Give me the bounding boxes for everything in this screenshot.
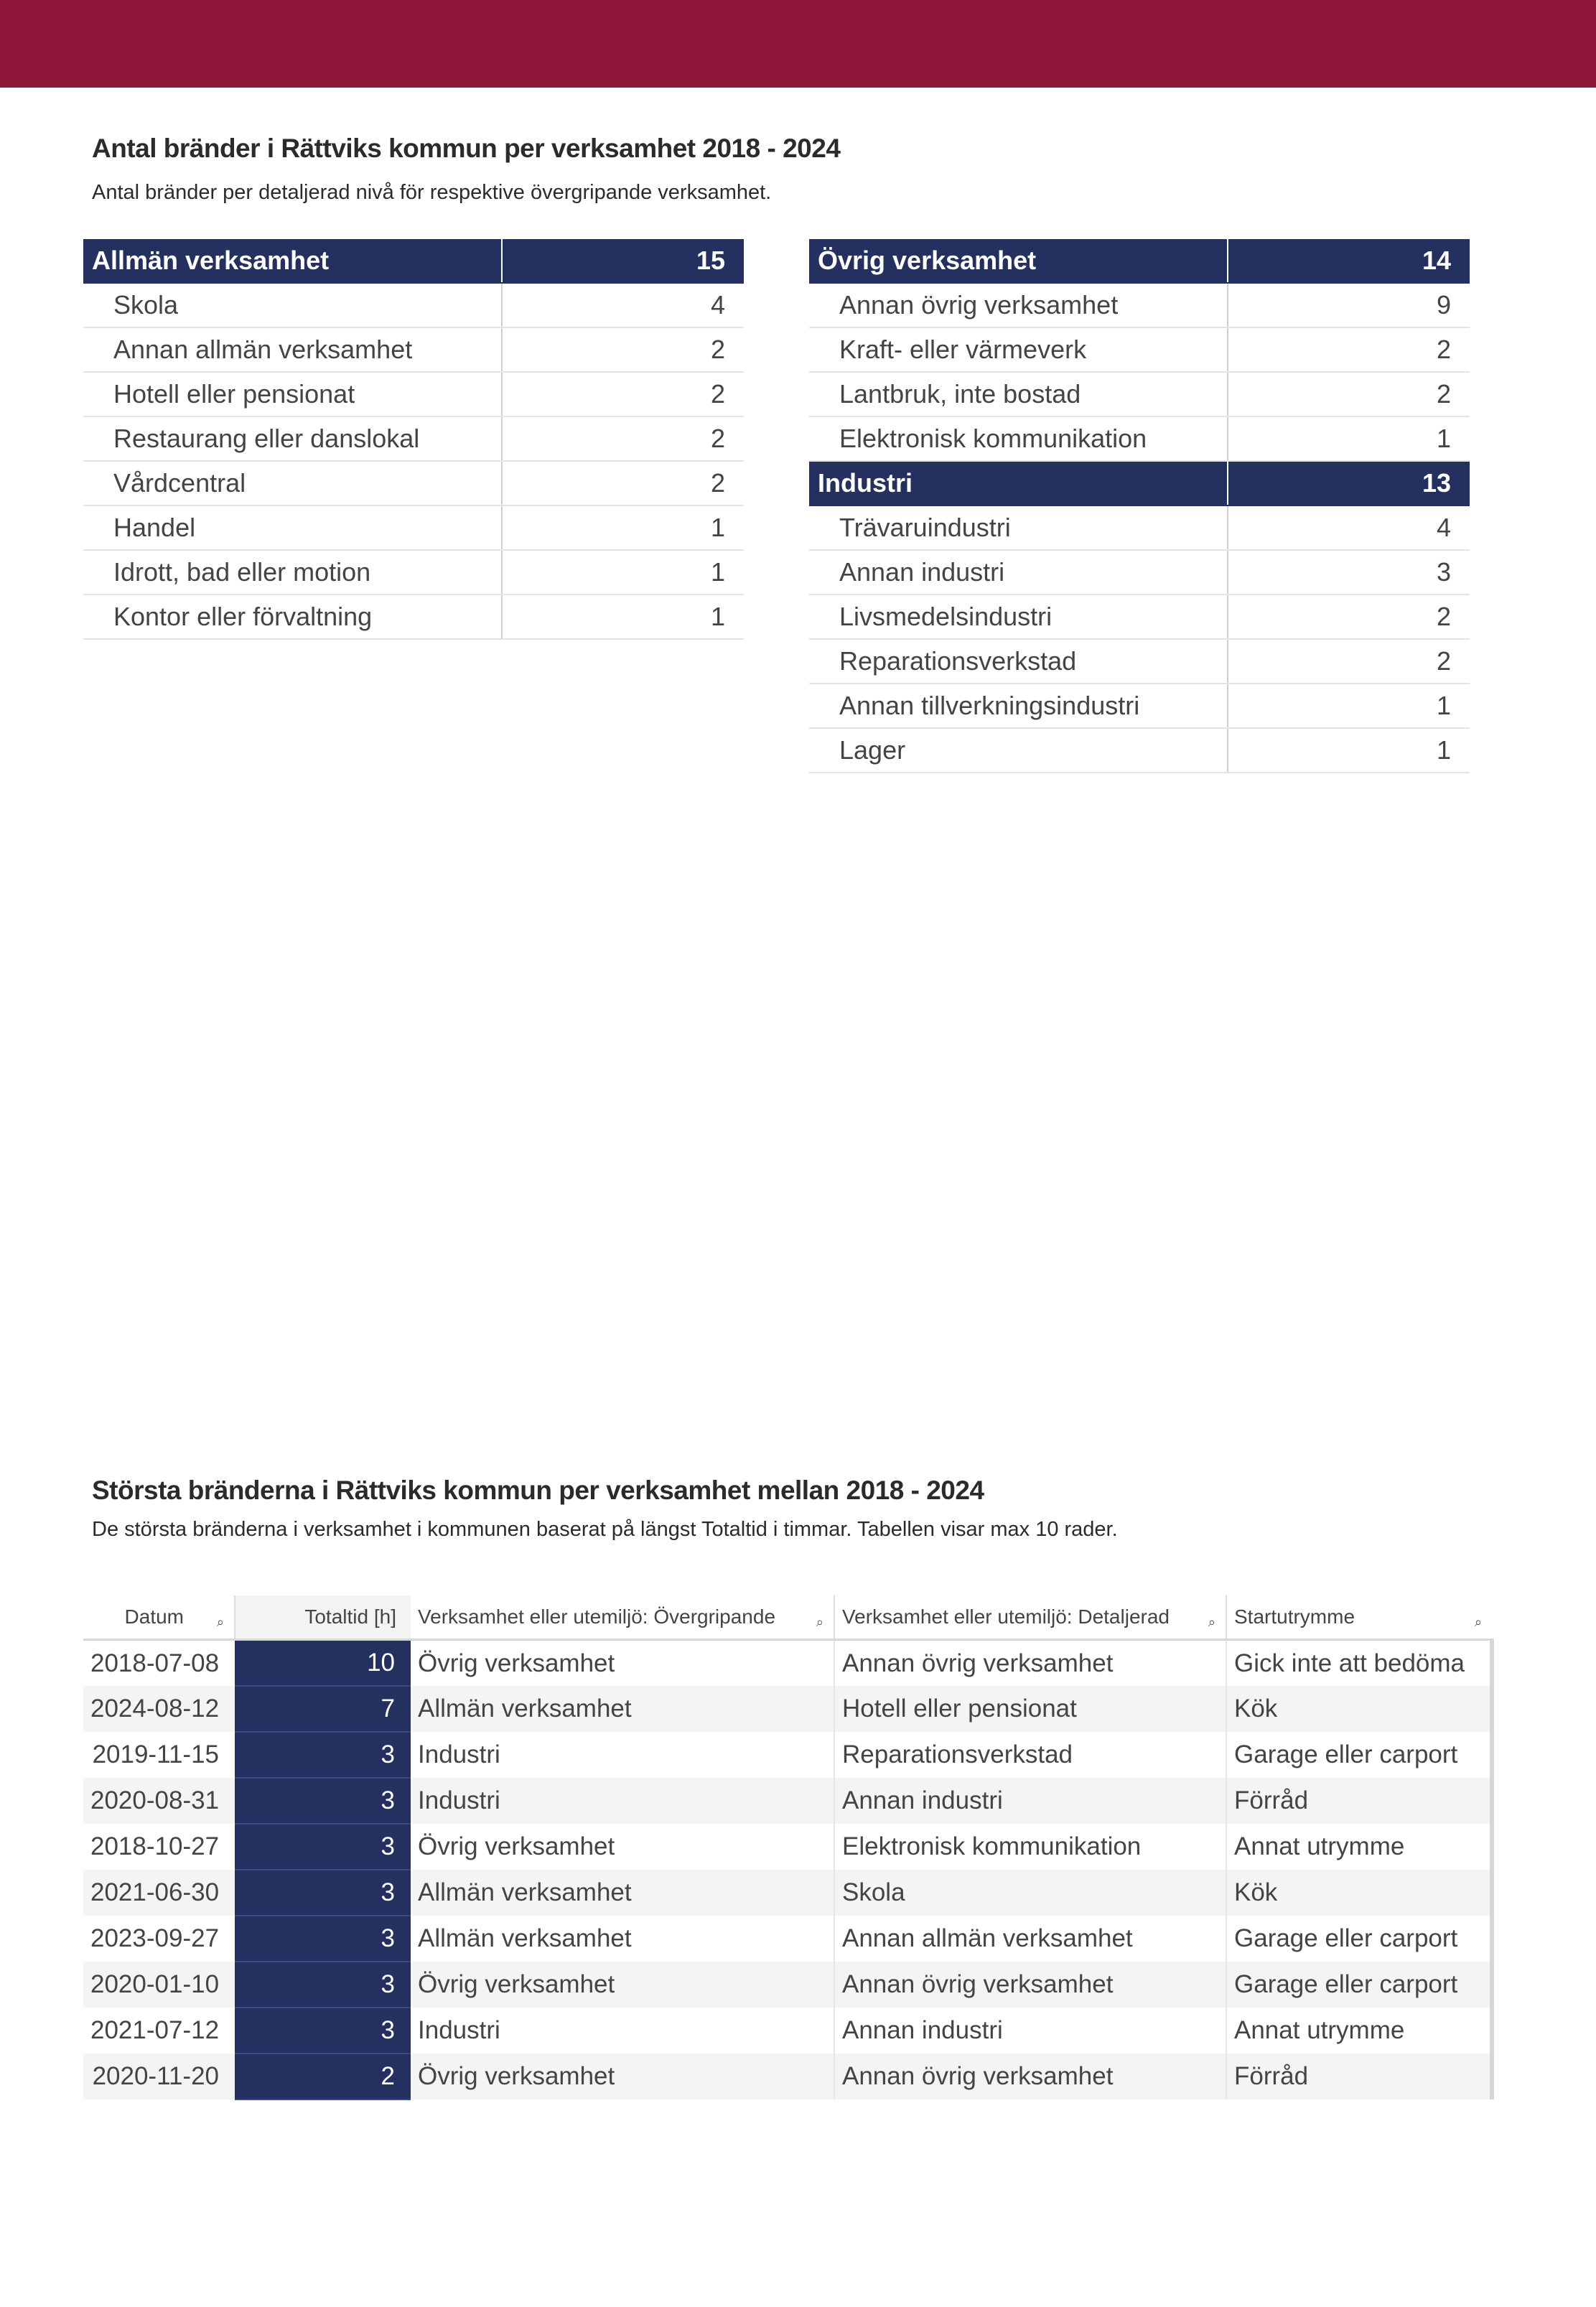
category-count: 2 xyxy=(1228,327,1470,372)
cell-total-time: 3 xyxy=(235,1916,411,1962)
cell-start-room: Förråd xyxy=(1226,1778,1492,1824)
table-row xyxy=(83,1732,1492,1778)
cell-total-time: 2 xyxy=(235,2054,411,2099)
cell-total-time: 3 xyxy=(235,1962,411,2008)
category-count: 1 xyxy=(502,505,744,550)
column-header-start-room[interactable] xyxy=(1226,1595,1492,1640)
table-row xyxy=(83,2054,1492,2099)
cell-detailed: Annan övrig verksamhet xyxy=(834,2054,1226,2099)
cell-overall: Allmän verksamhet xyxy=(411,1916,834,1962)
category-label: Trävaruindustri xyxy=(809,505,1228,550)
table-row xyxy=(83,2008,1492,2054)
category-row xyxy=(809,416,1470,461)
header-band xyxy=(0,0,1596,88)
cell-detailed: Hotell eller pensionat xyxy=(834,1686,1226,1732)
category-row xyxy=(809,505,1470,550)
cell-start-room: Annat utrymme xyxy=(1226,2008,1492,2054)
cell-detailed: Annan övrig verksamhet xyxy=(834,1962,1226,2008)
category-label: Idrott, bad eller motion xyxy=(83,550,502,595)
cell-detailed: Annan industri xyxy=(834,1778,1226,1824)
cell-total-time: 3 xyxy=(235,2008,411,2054)
cell-detailed: Annan industri xyxy=(834,2008,1226,2054)
category-count: 2 xyxy=(502,416,744,461)
category-row xyxy=(809,728,1470,773)
category-label: Kraft- eller värmeverk xyxy=(809,327,1228,372)
cell-detailed: Annan allmän verksamhet xyxy=(834,1916,1226,1962)
category-row xyxy=(83,327,744,372)
cell-overall: Industri xyxy=(411,1732,834,1778)
search-icon[interactable]: ⌕ xyxy=(1208,1615,1215,1629)
search-icon[interactable]: ⌕ xyxy=(816,1615,823,1629)
column-header-label: Totaltid [h] xyxy=(304,1605,396,1628)
cell-start-room: Kök xyxy=(1226,1686,1492,1732)
cell-date: 2019-11-15 xyxy=(92,1740,219,1768)
category-count: 4 xyxy=(502,283,744,327)
cell-date: 2018-10-27 xyxy=(90,1832,220,1860)
table-row xyxy=(83,1916,1492,1962)
category-count: 4 xyxy=(1228,505,1470,550)
category-row xyxy=(809,372,1470,416)
table-header-row xyxy=(83,1595,1492,1640)
category-count: 1 xyxy=(1228,684,1470,728)
cell-total-time: 3 xyxy=(235,1778,411,1824)
category-row xyxy=(809,550,1470,595)
category-label: Elektronisk kommunikation xyxy=(809,416,1228,461)
cell-detailed: Annan övrig verksamhet xyxy=(834,1640,1226,1687)
category-row xyxy=(809,639,1470,684)
group-count: 15 xyxy=(502,239,744,283)
column-header-label: Datum xyxy=(124,1605,184,1628)
group-count: 14 xyxy=(1228,239,1470,283)
category-count: 2 xyxy=(502,461,744,505)
cell-overall: Industri xyxy=(411,1778,834,1824)
category-count: 3 xyxy=(1228,550,1470,595)
group-row xyxy=(809,461,1470,505)
cell-total-time: 3 xyxy=(235,1870,411,1916)
category-count: 1 xyxy=(502,550,744,595)
cell-start-room: Garage eller carport xyxy=(1226,1962,1492,2008)
category-label: Kontor eller förvaltning xyxy=(83,595,502,639)
category-count: 1 xyxy=(502,595,744,639)
category-count: 2 xyxy=(1228,639,1470,684)
section-title-largest-fires: Största bränderna i Rättviks kommun per verksamhet mellan 2018 - 2024 xyxy=(92,1476,984,1505)
column-header-total-time[interactable] xyxy=(235,1595,411,1640)
cell-overall: Övrig verksamhet xyxy=(411,2054,834,2099)
cell-date: 2020-01-10 xyxy=(83,1962,235,2008)
category-label: Annan övrig verksamhet xyxy=(809,283,1228,327)
category-label: Annan tillverkningsindustri xyxy=(809,684,1228,728)
column-header-label: Startutrymme xyxy=(1234,1605,1355,1628)
section-subtitle-largest-fires: De största bränderna i verksamhet i kommunen baserat på längst Totaltid i timmar. Tabellen visar max 10 rader. xyxy=(92,1518,1118,1541)
cell-date: 2020-11-20 xyxy=(83,2054,235,2099)
cell-detailed: Reparationsverkstad xyxy=(834,1732,1226,1778)
category-count: 2 xyxy=(1228,372,1470,416)
cell-date: 2018-07-08 xyxy=(90,1649,220,1677)
category-row xyxy=(83,595,744,639)
cell-start-room: Garage eller carport xyxy=(1226,1732,1492,1778)
right-category-table xyxy=(809,239,1470,773)
category-row xyxy=(83,283,744,327)
column-header-label: Verksamhet eller utemiljö: Övergripande xyxy=(418,1605,776,1628)
cell-total-time: 3 xyxy=(235,1824,411,1870)
cell-overall: Övrig verksamhet xyxy=(411,1962,834,2008)
cell-start-room: Kök xyxy=(1226,1870,1492,1916)
column-header-overall-activity[interactable] xyxy=(411,1595,834,1640)
cell-date: 2020-08-31 xyxy=(83,1778,235,1824)
group-row xyxy=(809,239,1470,283)
column-header-detailed-activity[interactable] xyxy=(834,1595,1226,1640)
cell-start-room: Annat utrymme xyxy=(1226,1824,1492,1870)
cell-date: 2021-07-12 xyxy=(90,2016,220,2044)
category-count: 2 xyxy=(502,327,744,372)
cell-start-room: Garage eller carport xyxy=(1226,1916,1492,1962)
category-label: Annan industri xyxy=(809,550,1228,595)
category-label: Annan allmän verksamhet xyxy=(83,327,502,372)
table-row xyxy=(83,1824,1492,1870)
table-row xyxy=(83,1962,1492,2008)
search-icon[interactable]: ⌕ xyxy=(216,1615,224,1629)
cell-overall: Allmän verksamhet xyxy=(411,1686,834,1732)
group-count: 13 xyxy=(1228,461,1470,505)
section-title-fires-by-activity: Antal bränder i Rättviks kommun per verksamhet 2018 - 2024 xyxy=(92,134,841,163)
section-subtitle-fires-by-activity: Antal bränder per detaljerad nivå för respektive övergripande verksamhet. xyxy=(92,181,772,204)
table-row xyxy=(83,1686,1492,1732)
group-row xyxy=(83,239,744,283)
category-label: Lager xyxy=(809,728,1228,773)
cell-total-time: 10 xyxy=(235,1640,411,1687)
category-count: 1 xyxy=(1228,416,1470,461)
category-row xyxy=(809,283,1470,327)
category-label: Lantbruk, inte bostad xyxy=(809,372,1228,416)
cell-total-time: 7 xyxy=(235,1686,411,1732)
category-row xyxy=(809,327,1470,372)
category-row xyxy=(809,595,1470,639)
cell-date: 2023-09-27 xyxy=(90,1924,220,1952)
cell-detailed: Elektronisk kommunikation xyxy=(834,1824,1226,1870)
column-header-label: Verksamhet eller utemiljö: Detaljerad xyxy=(842,1605,1170,1628)
category-row xyxy=(83,550,744,595)
cell-start-room: Förråd xyxy=(1226,2054,1492,2099)
group-label: Allmän verksamhet xyxy=(83,239,502,283)
category-count: 1 xyxy=(1228,728,1470,773)
category-count: 9 xyxy=(1228,283,1470,327)
cell-start-room: Gick inte att bedöma xyxy=(1226,1640,1492,1687)
category-count: 2 xyxy=(1228,595,1470,639)
cell-overall: Allmän verksamhet xyxy=(411,1870,834,1916)
category-label: Skola xyxy=(83,283,502,327)
cell-detailed: Skola xyxy=(834,1870,1226,1916)
cell-overall: Industri xyxy=(411,2008,834,2054)
table-row xyxy=(83,1870,1492,1916)
group-label: Industri xyxy=(809,461,1228,505)
cell-date: 2024-08-12 xyxy=(83,1686,235,1732)
table-row xyxy=(83,1640,1492,1687)
cell-overall: Övrig verksamhet xyxy=(411,1824,834,1870)
column-header-date[interactable] xyxy=(83,1595,235,1640)
category-row xyxy=(83,416,744,461)
category-label: Livsmedelsindustri xyxy=(809,595,1228,639)
largest-fires-table xyxy=(83,1595,1494,2100)
cell-date: 2021-06-30 xyxy=(83,1870,235,1916)
table-row xyxy=(83,1778,1492,1824)
category-row xyxy=(83,372,744,416)
search-icon[interactable]: ⌕ xyxy=(1474,1615,1482,1629)
category-row xyxy=(83,461,744,505)
category-label: Handel xyxy=(83,505,502,550)
category-label: Reparationsverkstad xyxy=(809,639,1228,684)
left-category-table xyxy=(83,239,744,640)
category-label: Vårdcentral xyxy=(83,461,502,505)
category-row xyxy=(83,505,744,550)
cell-overall: Övrig verksamhet xyxy=(411,1640,834,1687)
category-count: 2 xyxy=(502,372,744,416)
cell-total-time: 3 xyxy=(235,1732,411,1778)
category-label: Restaurang eller danslokal xyxy=(83,416,502,461)
category-row xyxy=(809,684,1470,728)
category-label: Hotell eller pensionat xyxy=(83,372,502,416)
group-label: Övrig verksamhet xyxy=(809,239,1228,283)
